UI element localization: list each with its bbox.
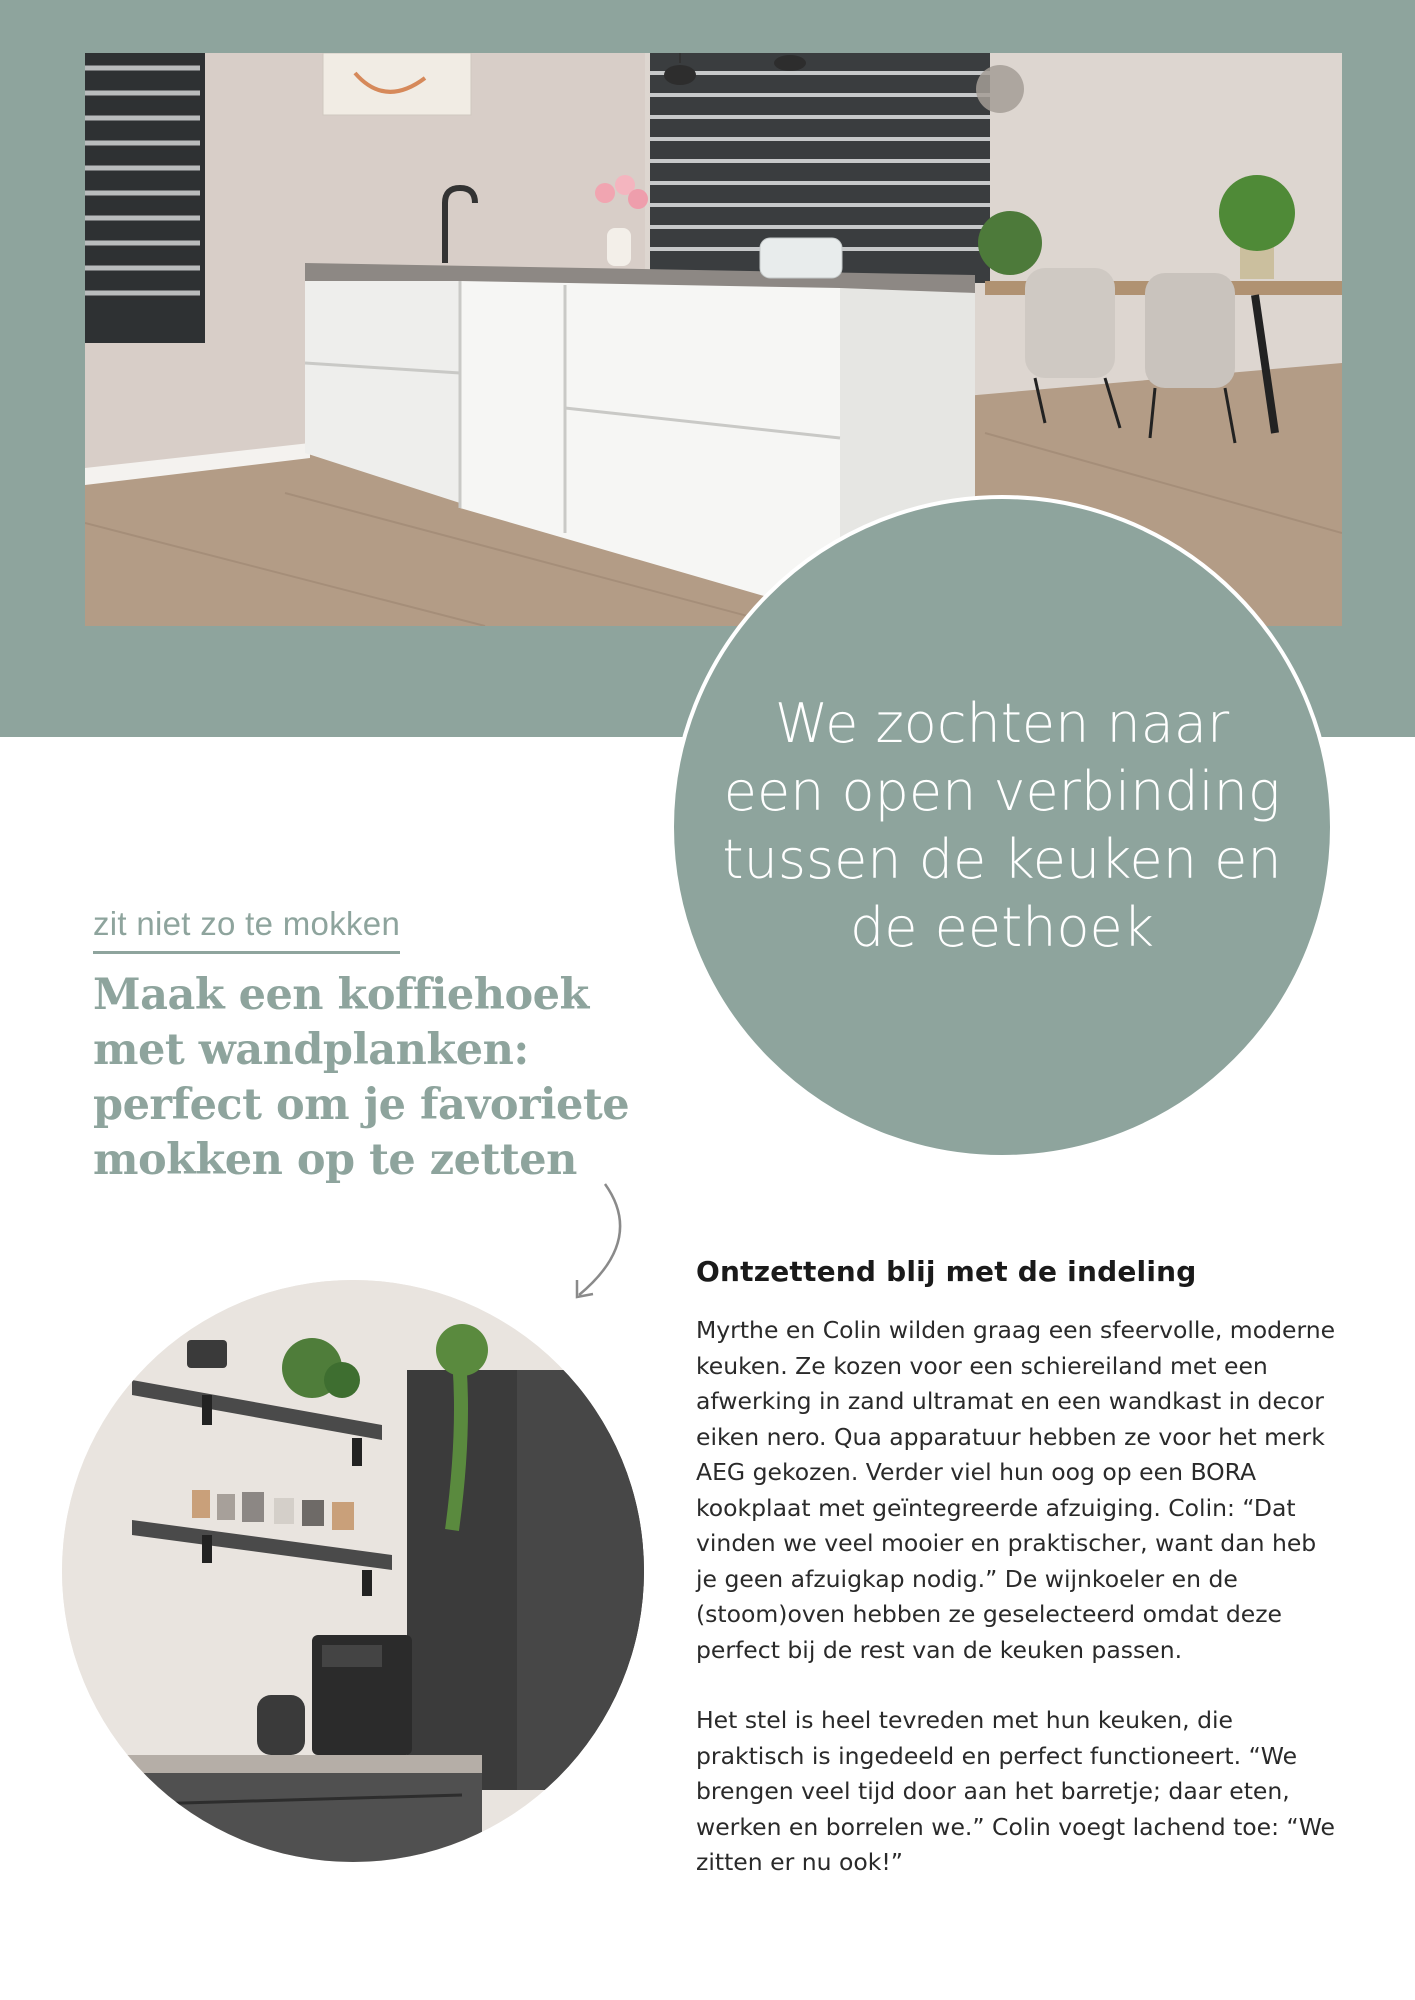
coffee-corner-photo <box>62 1280 644 1862</box>
pull-quote <box>702 690 1302 962</box>
curved-arrow-down-left-icon <box>565 1180 635 1305</box>
pull-quote-circle <box>670 495 1334 1159</box>
feature-headline <box>93 968 653 1188</box>
pull-quote-line: de eethoek <box>849 896 1155 959</box>
pull-quote-line: een open verbinding <box>723 760 1281 823</box>
article-body <box>696 1313 1336 1916</box>
pull-quote-line: tussen de keuken en <box>722 828 1282 891</box>
headline-line: perfect om je favoriete <box>93 1080 630 1130</box>
headline-line: mokken op te zetten <box>93 1135 577 1185</box>
article-paragraph: Myrthe en Colin wilden graag een sfeervolle, moderne keuken. Ze kozen voor een schiereiland met een afwerking in zand ultramat en een wandkast in decor eiken nero. Qua apparatuur hebben ze voor het merk AEG gekozen. Verder viel hun oog op een BORA kookplaat met geïntegreerde afzuiging. Colin: “Dat vinden we veel mooier en praktischer, want dan heb je geen afzuigkap nodig.” De wijnkoeler en de (stoom)oven hebben ze geselecteerd omdat deze perfect bij de rest van de keuken passen. <box>696 1316 1336 1664</box>
article-title: Ontzettend blij met de indeling <box>696 1255 1197 1288</box>
headline-line: Maak een koffiehoek <box>93 970 589 1020</box>
pull-quote-line: We zochten naar <box>774 692 1230 755</box>
headline-line: met wandplanken: <box>93 1025 529 1075</box>
article-paragraph: Het stel is heel tevreden met hun keuken, die praktisch is ingedeeld en perfect functioneert. “We brengen veel tijd door aan het barretje; daar eten, werken en borrelen we.” Colin voegt lachend toe: “We zitten er nu ook!” <box>696 1706 1336 1876</box>
feature-kicker: zit niet zo te mokken <box>93 905 400 954</box>
